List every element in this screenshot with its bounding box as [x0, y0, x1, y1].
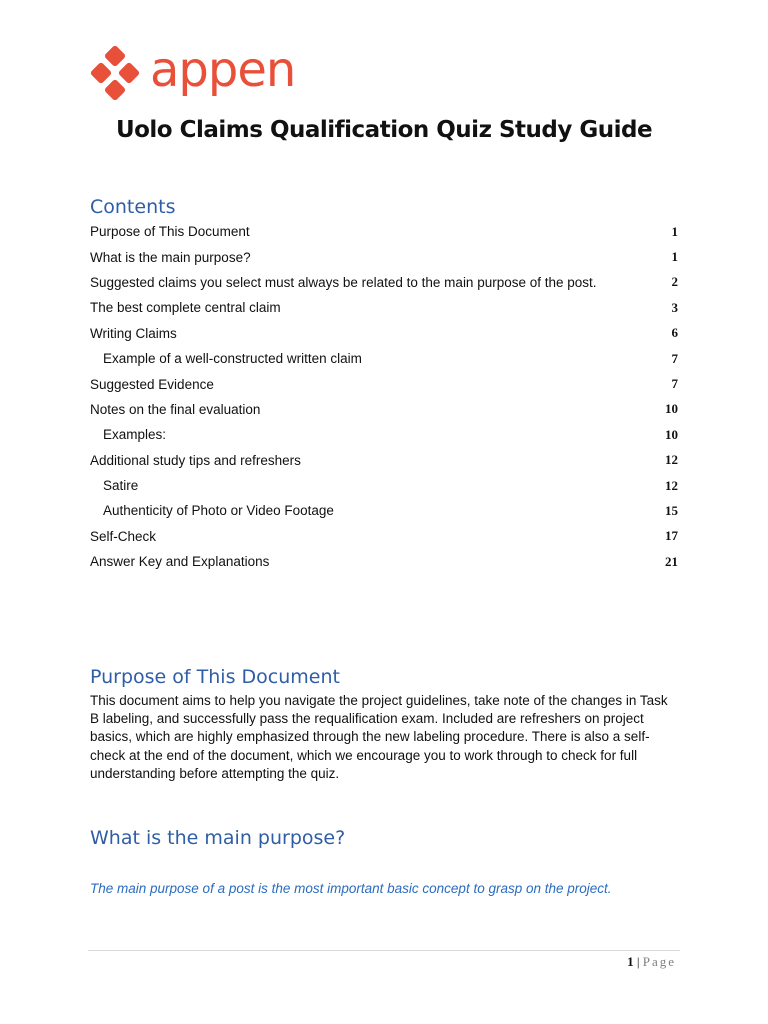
toc-entry[interactable] [90, 498, 678, 523]
toc-entry[interactable] [90, 270, 678, 295]
toc-entry-text: Suggested claims you select must always be related to the main purpose of the post. [90, 274, 597, 290]
toc-entry-page: 12 [665, 452, 678, 468]
toc-entry-text: What is the main purpose? [90, 249, 251, 265]
toc-entry-text: Notes on the final evaluation [90, 401, 261, 417]
toc-entry[interactable] [90, 219, 678, 244]
toc-entry[interactable] [90, 473, 678, 498]
toc-entry[interactable] [90, 371, 678, 396]
appen-diamond-logo-icon [90, 46, 142, 100]
contents-heading: Contents [90, 196, 176, 218]
document-title: Uolo Claims Qualification Quiz Study Guide [115, 117, 653, 143]
footer-divider [88, 950, 680, 951]
toc-entry[interactable] [90, 422, 678, 447]
toc-entry[interactable] [90, 244, 678, 269]
toc-entry-page: 17 [665, 528, 678, 544]
toc-entry[interactable] [90, 321, 678, 346]
toc-entry-page: 3 [671, 299, 678, 315]
toc-entry-page: 1 [671, 223, 678, 239]
toc-entry-page: 6 [671, 325, 678, 341]
toc-entry[interactable] [90, 295, 678, 320]
toc-entry-page: 12 [665, 477, 678, 493]
toc-entry-text: Examples: [103, 427, 167, 443]
toc-entry-page: 15 [665, 502, 678, 518]
toc-entry-text: Example of a well-constructed written claim [103, 351, 362, 367]
toc-entry-text: Additional study tips and refreshers [90, 452, 301, 468]
toc-entry-text: Purpose of This Document [90, 224, 250, 240]
table-of-contents [90, 219, 678, 574]
footer-page-word: Page [642, 954, 676, 969]
toc-entry-text: Satire [103, 478, 139, 494]
toc-entry-page: 10 [665, 401, 678, 417]
footer-page-number: 1 [627, 954, 634, 969]
toc-entry[interactable] [90, 397, 678, 422]
purpose-heading: Purpose of This Document [90, 666, 340, 688]
toc-entry-text: Writing Claims [90, 325, 177, 341]
main-purpose-note: The main purpose of a post is the most important basic concept to grasp on the project. [90, 881, 612, 896]
toc-entry[interactable] [90, 346, 678, 371]
toc-entry-text: Answer Key and Explanations [90, 554, 270, 570]
toc-entry[interactable] [90, 549, 678, 574]
toc-entry[interactable] [90, 524, 678, 549]
toc-entry-page: 21 [665, 553, 678, 569]
brand-wordmark: appen [150, 42, 296, 98]
toc-entry-page: 2 [671, 274, 678, 290]
toc-entry-text: Self-Check [90, 528, 157, 544]
page-footer [627, 954, 676, 970]
toc-entry-page: 10 [665, 426, 678, 442]
toc-entry-page: 7 [671, 350, 678, 366]
footer-separator: | [636, 954, 640, 969]
toc-entry-text: The best complete central claim [90, 300, 281, 316]
toc-entry[interactable] [90, 448, 678, 473]
main-purpose-heading: What is the main purpose? [90, 827, 346, 849]
toc-entry-page: 1 [671, 249, 678, 265]
toc-entry-text: Suggested Evidence [90, 376, 214, 392]
toc-entry-text: Authenticity of Photo or Video Footage [103, 503, 334, 519]
purpose-paragraph: This document aims to help you navigate the project guidelines, take note of the changes in Task B labeling, and successfully pass the requalification exam. Included are refreshers on project basics, which are highly emphasized through the new labeling procedure. There is also a self-check at the end of the document, which we encourage you to work through to check for full understanding before attempting the quiz. [90, 693, 668, 781]
appen-logo [90, 44, 295, 102]
toc-entry-page: 7 [671, 376, 678, 392]
